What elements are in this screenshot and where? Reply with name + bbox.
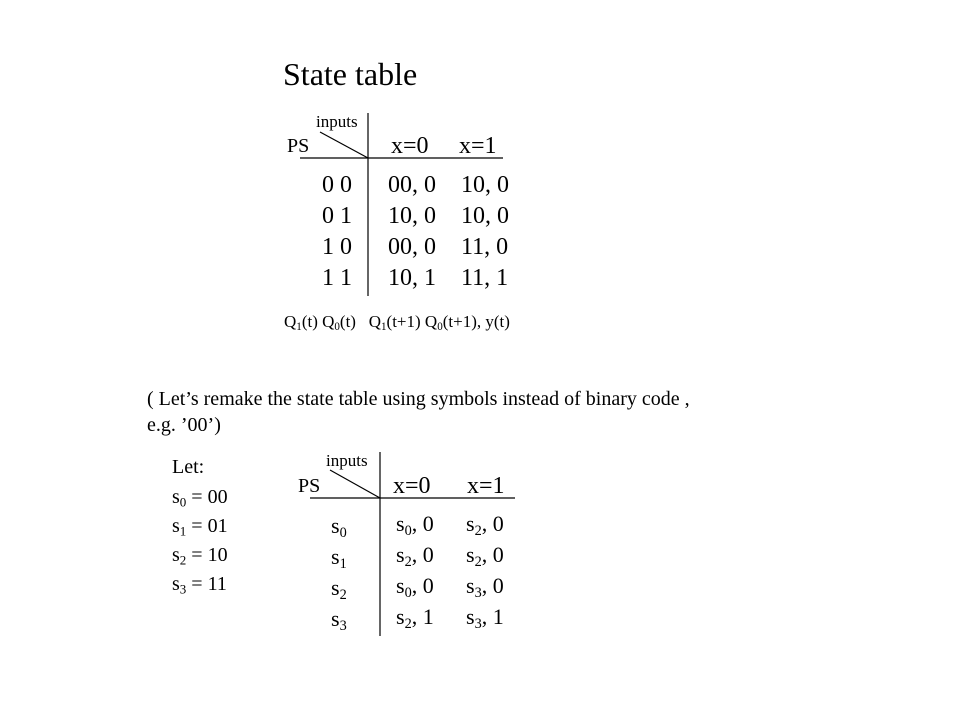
table1-next-cell: 10, 0	[388, 203, 436, 229]
legend-heading: Let:	[172, 456, 205, 478]
legend-item: $s_3 = 11$	[172, 573, 227, 597]
table2-next-cell: $s_2$, 1	[396, 604, 434, 632]
table2-header-x0: x=0	[393, 473, 431, 499]
remark-text	[147, 386, 690, 438]
table1-ps-label: PS	[287, 135, 310, 157]
table1-next-cell: 10, 0	[461, 172, 509, 198]
table1-next-cell: 10, 0	[461, 203, 509, 229]
table1-next-cell: 00, 0	[388, 234, 436, 260]
table1-ps-cell: 1 1	[322, 265, 352, 291]
table2-ps-cell: $s_0$	[331, 513, 347, 541]
table1-ps-cell: 0 0	[322, 172, 352, 198]
table2-header-x1: x=1	[467, 473, 505, 499]
table2-next-cell: $s_3$, 0	[466, 573, 504, 601]
table2-ps-cell: $s_1$	[331, 544, 347, 572]
table1-ps-cell: 0 1	[322, 203, 352, 229]
legend-item: $s_1 = 01$	[172, 515, 228, 539]
table2-next-cell: $s_2$, 0	[396, 542, 434, 570]
table1-next-cell: 11, 1	[461, 265, 509, 291]
table1-header-x0: x=0	[391, 133, 429, 159]
legend-item: $s_0 = 00$	[172, 486, 228, 510]
table1-column-caption: $Q_1(t)$ $Q_0(t)$ $Q_1(t+1)$ $Q_0(t+1)$, y(t)	[284, 312, 510, 334]
table2-ps-cell: $s_3$	[331, 606, 347, 634]
table1-header-x1: x=1	[459, 133, 497, 159]
table2-next-cell: $s_0$, 0	[396, 573, 434, 601]
table2-ps-cell: $s_2$	[331, 575, 347, 603]
table2-next-cell: $s_2$, 0	[466, 511, 504, 539]
table1-ps-cell: 1 0	[322, 234, 352, 260]
table1-next-cell: 00, 0	[388, 172, 436, 198]
table2-inputs-label: inputs	[326, 451, 368, 470]
table1-next-cell: 11, 0	[461, 234, 509, 260]
table2-next-cell: $s_3$, 1	[466, 604, 504, 632]
table2-next-cell: $s_2$, 0	[466, 542, 504, 570]
table1-inputs-label: inputs	[316, 112, 358, 131]
table2-next-cell: $s_0$, 0	[396, 511, 434, 539]
table1-next-cell: 10, 1	[388, 265, 436, 291]
remark-line: ( Let’s remake the state table using symbols instead of binary code ,	[147, 388, 690, 410]
remark-line: e.g. ’00’)	[147, 414, 221, 436]
table1-corner-diagonal	[320, 132, 368, 158]
table2-ps-label: PS	[298, 475, 321, 497]
table2-corner-diagonal	[330, 470, 380, 498]
slide-title: State table	[283, 56, 418, 92]
legend-item: $s_2 = 10$	[172, 544, 228, 568]
